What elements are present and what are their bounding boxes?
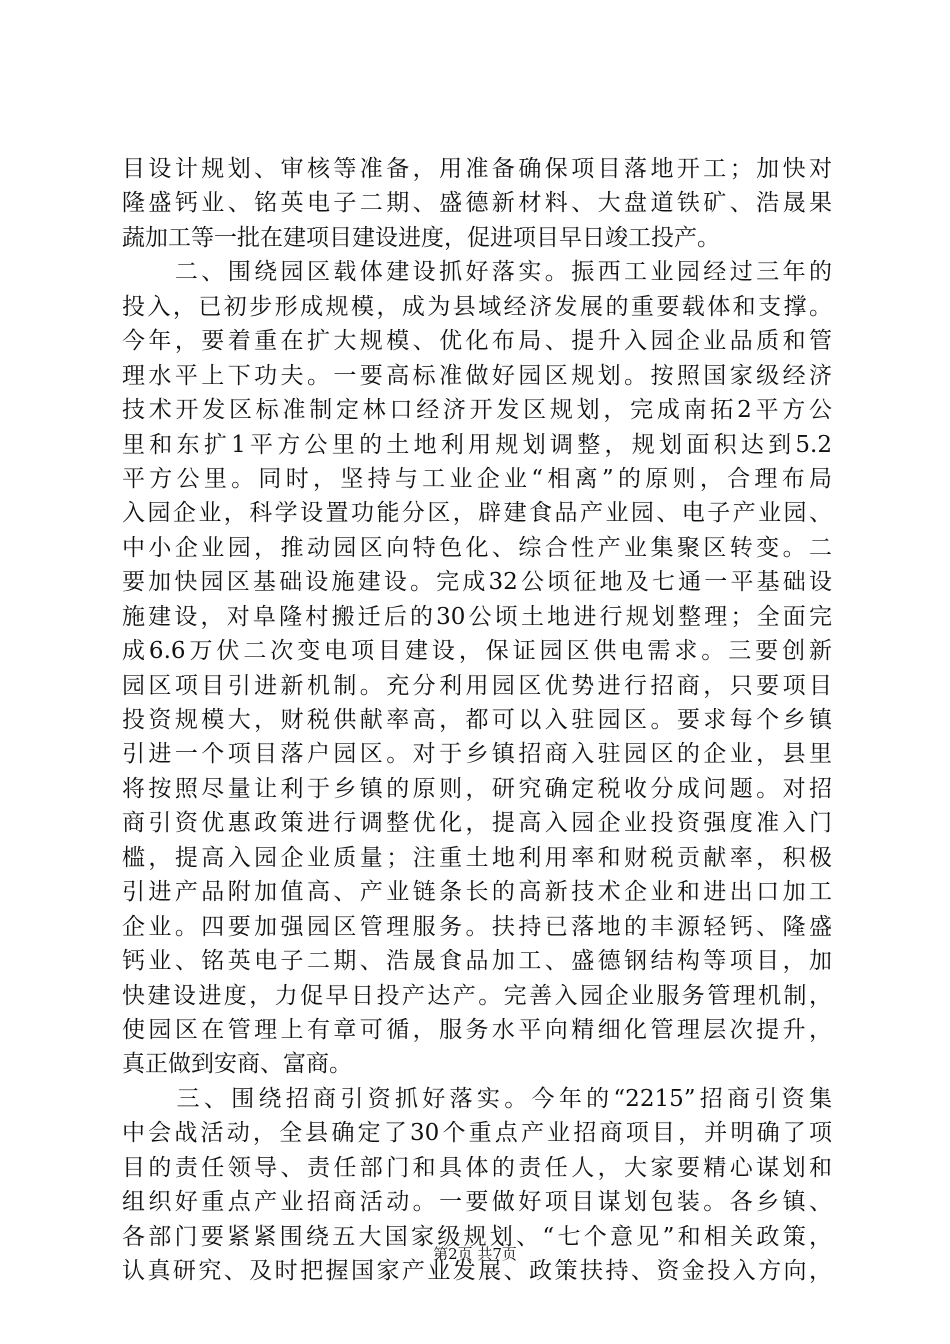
text-line: 成6.6万伏二次变电项目建设，保证园区供电需求。三要创新 bbox=[122, 638, 832, 665]
text-line: 三、围绕招商引资抓好落实。今年的“2215”招商引资集 bbox=[122, 1085, 832, 1112]
text-line: 将按照尽量让利于乡镇的原则，研究确定税收分成问题。对招 bbox=[122, 775, 832, 802]
text-line: 目设计规划、审核等准备，用准备确保项目落地开工；加快对 bbox=[122, 156, 832, 182]
text-line: 技术开发区标准制定林口经济开发区规划，完成南拓2平方公 bbox=[122, 397, 832, 424]
text-line: 投资规模大，财税供献率高，都可以入驻园区。要求每个乡镇 bbox=[122, 707, 832, 733]
text-line: 今年，要着重在扩大规模、优化布局、提升入园企业品质和管 bbox=[122, 328, 832, 355]
text-line: 各部门要紧紧围绕五大国家级规划、“七个意见”和相关政策， bbox=[122, 1223, 832, 1250]
text-line: 理水平上下功夫。一要高标准做好园区规划。按照国家级经济 bbox=[122, 362, 832, 389]
page-footer: 第2页 共7页 bbox=[433, 1245, 517, 1263]
text-line: 商引资优惠政策进行调整优化，提高入园企业投资强度准入门 bbox=[122, 810, 832, 837]
body-text bbox=[122, 152, 832, 1288]
text-line: 入园企业，科学设置功能分区，辟建食品产业园、电子产业园、 bbox=[122, 500, 832, 527]
text-line: 钙业、铭英电子二期、浩晟食品加工、盛德钢结构等项目，加 bbox=[122, 948, 832, 975]
text-line: 认真研究、及时把握国家产业发展、政策扶持、资金投入方向， bbox=[122, 1258, 832, 1284]
text-line: 使园区在管理上有章可循，服务水平向精细化管理层次提升， bbox=[122, 1016, 832, 1043]
text-line: 快建设进度，力促早日投产达产。完善入园企业服务管理机制， bbox=[122, 982, 832, 1009]
text-line: 蔬加工等一批在建项目建设进度，促进项目早日竣工投产。 bbox=[122, 224, 720, 251]
text-line: 投入，已初步形成规模，成为县域经济发展的重要载体和支撑。 bbox=[122, 293, 832, 320]
text-line: 里和东扩1平方公里的土地利用规划调整，规划面积达到5.2 bbox=[122, 431, 832, 458]
text-line: 园区项目引进新机制。充分利用园区优势进行招商，只要项目 bbox=[122, 672, 832, 699]
text-line: 企业。四要加强园区管理服务。扶持已落地的丰源轻钙、隆盛 bbox=[122, 913, 832, 940]
text-line: 引进一个项目落户园区。对于乡镇招商入驻园区的企业，县里 bbox=[122, 741, 832, 768]
text-line: 平方公里。同时，坚持与工业企业“相离”的原则，合理布局 bbox=[122, 465, 832, 492]
text-line: 真正做到安商、富商。 bbox=[122, 1051, 352, 1078]
text-line: 目的责任领导、责任部门和具体的责任人，大家要精心谋划和 bbox=[122, 1154, 832, 1181]
text-line: 引进产品附加值高、产业链条长的高新技术企业和进出口加工 bbox=[122, 879, 832, 906]
text-line: 隆盛钙业、铭英电子二期、盛德新材料、大盘道铁矿、浩晟果 bbox=[122, 190, 832, 217]
text-line: 二、围绕园区载体建设抓好落实。振西工业园经过三年的 bbox=[122, 259, 832, 286]
text-line: 中会战活动，全县确定了30个重点产业招商项目，并明确了项 bbox=[122, 1120, 832, 1147]
text-line: 槛，提高入园企业质量；注重土地利用率和财税贡献率，积极 bbox=[122, 844, 832, 871]
text-line: 施建设，对阜隆村搬迁后的30公顷土地进行规划整理；全面完 bbox=[122, 603, 832, 630]
text-line: 组织好重点产业招商活动。一要做好项目谋划包装。各乡镇、 bbox=[122, 1189, 832, 1216]
text-line: 要加快园区基础设施建设。完成32公顷征地及七通一平基础设 bbox=[122, 569, 832, 596]
text-line: 中小企业园，推动园区向特色化、综合性产业集聚区转变。二 bbox=[122, 534, 832, 561]
